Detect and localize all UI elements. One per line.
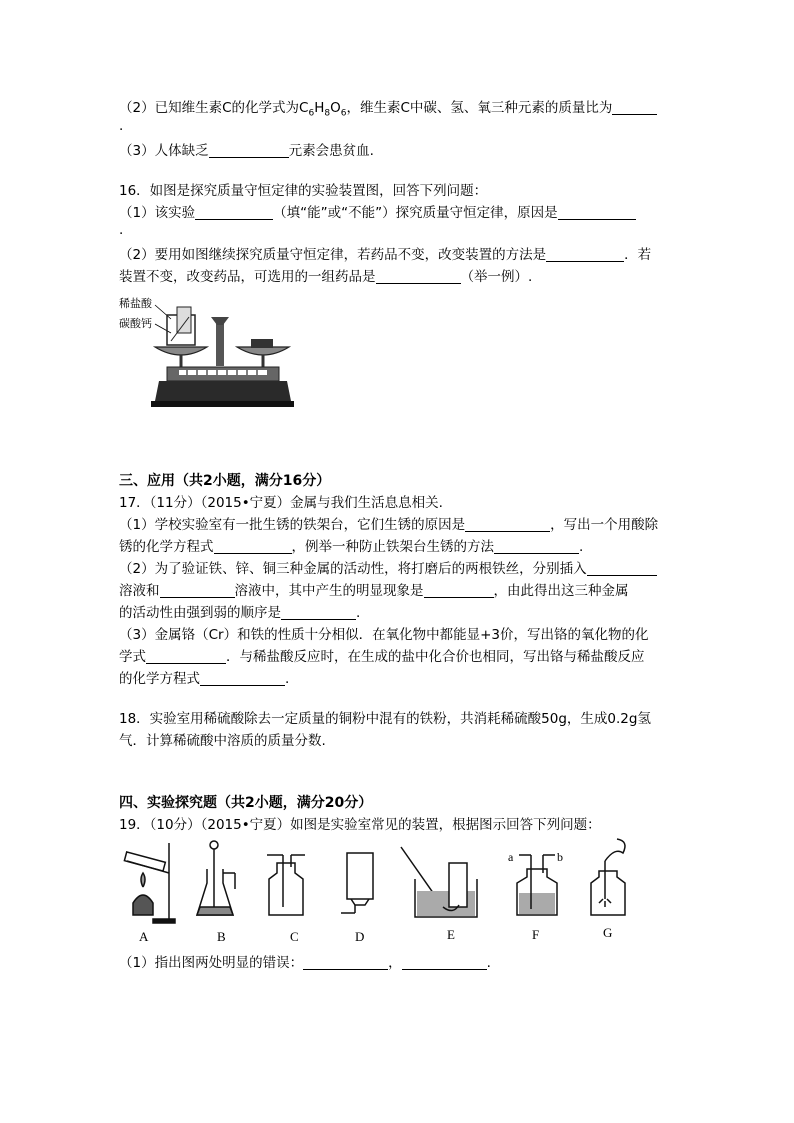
answer-blank[interactable] <box>558 204 636 220</box>
q17-part2-line <box>119 559 657 579</box>
q17-part1-line2 <box>119 537 583 557</box>
q18-line1: 18．实验室用稀硫酸除去一定质量的铜粉中混有的铁粉，共消耗稀硫酸50g，生成0.2g氢 <box>119 711 651 727</box>
q17-p2-text: ，由此得出这三种金属 <box>493 583 629 599</box>
apparatus-label: A <box>139 929 149 944</box>
apparatus-f-icon <box>517 855 557 915</box>
q19-p1-text: ， <box>388 955 402 971</box>
q16-p1-text: （1）该实验 <box>119 205 196 221</box>
q15-p3-text: （3）人体缺乏 <box>119 143 209 159</box>
q17-p1-text: （1）学校实验室有一批生锈的铁架台，它们生锈的原因是 <box>119 517 466 533</box>
apparatus-label: G <box>603 925 613 940</box>
q15-p3-text: 元素会患贫血. <box>288 143 374 159</box>
answer-blank[interactable] <box>146 648 226 664</box>
answer-blank[interactable] <box>376 268 461 284</box>
q19-part1-line <box>119 953 491 973</box>
answer-blank[interactable] <box>160 582 235 598</box>
q17-p3-text: ．与稀盐酸反应时，在生成的盐中化合价也相同，写出铬与稀盐酸反应 <box>226 649 645 665</box>
q17-stem: 17．（11分）（2015•宁夏）金属与我们生活息息相关. <box>119 495 443 511</box>
apparatus-d-icon <box>341 853 373 913</box>
apparatus-label: E <box>447 927 455 942</box>
q15-p2-text: （2）已知维生素C的化学式为C <box>119 100 309 116</box>
q16-p2-text: （2）要用如图继续探究质量守恒定律，若药品不变，改变装置的方法是 <box>119 247 547 263</box>
q17-p2-text: 溶液中，其中产生的明显现象是 <box>234 583 424 599</box>
subscript: 6 <box>340 108 347 119</box>
label-a: a <box>508 850 514 864</box>
q17-part2-line2 <box>119 581 629 601</box>
answer-blank[interactable] <box>303 954 388 970</box>
q17-p2-text: （2）为了验证铁、锌、铜三种金属的活动性，将打磨后的两根铁丝，分别插入 <box>119 561 587 577</box>
section-3-heading: 三、应用（共2小题，满分16分） <box>119 473 331 489</box>
q15-part3-line <box>119 141 374 161</box>
fig-label-calcium-carbonate: 碳酸钙 <box>119 318 152 330</box>
q17-p2-text: . <box>356 605 361 621</box>
fig-label-hydrochloric-acid: 稀盐酸 <box>119 298 152 310</box>
q17-p3-text: 学式 <box>119 649 146 665</box>
answer-blank[interactable] <box>209 142 289 158</box>
q19-p1-text: . <box>486 955 491 971</box>
q19-stem: 19．（10分）（2015•宁夏）如图是实验室常见的装置，根据图示回答下列问题： <box>119 817 601 833</box>
q16-part1-line <box>119 203 636 223</box>
apparatus-c-icon <box>267 855 305 915</box>
q17-part3-line3 <box>119 669 289 689</box>
q17-p1-text: 锈的化学方程式 <box>119 539 214 555</box>
answer-blank[interactable] <box>424 582 494 598</box>
apparatus-label: C <box>290 929 299 944</box>
apparatus-e-icon <box>401 847 477 917</box>
answer-blank[interactable] <box>195 204 273 220</box>
q16-p2-text: 装置不变，改变药品，可选用的一组药品是 <box>119 269 376 285</box>
q15-p2-text: ，维生素C中碳、氢、氧三种元素的质量比为 <box>346 100 613 116</box>
apparatus-a-icon <box>124 843 175 923</box>
label-b: b <box>557 850 563 864</box>
q16-p1-text: （填“能”或“不能”）探究质量守恒定律，原因是 <box>273 205 558 221</box>
apparatus-label: F <box>532 927 540 942</box>
q16-stem: 16．如图是探究质量守恒定律的实验装置图，回答下列问题： <box>119 183 488 199</box>
answer-blank[interactable] <box>281 604 356 620</box>
q16-p2-text: ．若 <box>624 247 652 263</box>
q17-p2-text: 溶液和 <box>119 583 160 599</box>
apparatus-label: D <box>355 929 365 944</box>
q15-p2-text: H <box>314 100 325 116</box>
q17-part1-line <box>119 515 658 535</box>
answer-blank[interactable] <box>612 99 657 115</box>
q15-part2-line <box>119 98 657 124</box>
q17-part2-line3 <box>119 603 360 623</box>
q17-p3-text: . <box>285 671 290 687</box>
q17-p1-text: . <box>579 539 584 555</box>
q19-p1-text: （1）指出图两处明显的错误： <box>119 955 304 971</box>
q18-line2: 气．计算稀硫酸中溶质的质量分数. <box>119 733 326 749</box>
q15-p2-text: O <box>330 100 341 116</box>
q16-part2-line2 <box>119 267 532 287</box>
q17-part3-line2 <box>119 647 645 667</box>
answer-blank[interactable] <box>214 538 292 554</box>
q17-p2-text: 的活动性由强到弱的顺序是 <box>119 605 281 621</box>
subscript: 8 <box>324 108 331 119</box>
apparatus-g-icon <box>591 839 625 915</box>
lab-apparatus-figure <box>119 833 644 948</box>
q16-p2-text: （举一例）. <box>460 269 533 285</box>
answer-blank[interactable] <box>402 954 487 970</box>
apparatus-b-icon <box>197 841 235 915</box>
answer-blank[interactable] <box>200 670 285 686</box>
q16-part1-end: . <box>119 222 124 238</box>
apparatus-label: B <box>217 929 226 944</box>
subscript: 6 <box>308 108 315 119</box>
q15-part2-end: . <box>119 118 124 134</box>
section-4-heading: 四、实验探究题（共2小题，满分20分） <box>119 795 373 811</box>
answer-blank[interactable] <box>587 560 657 576</box>
answer-blank[interactable] <box>465 516 550 532</box>
q17-part3-line: （3）金属铬（Cr）和铁的性质十分相似．在氧化物中都能显+3价，写出铬的氧化物的化 <box>119 627 649 643</box>
answer-blank[interactable] <box>546 246 624 262</box>
q17-p1-text: ，例举一种防止铁架台生锈的方法 <box>291 539 494 555</box>
q16-part2-line <box>119 245 651 265</box>
q17-p3-text: 的化学方程式 <box>119 671 200 687</box>
answer-blank[interactable] <box>494 538 579 554</box>
q17-p1-text: ，写出一个用酸除 <box>550 517 659 533</box>
balance-scale-figure <box>119 293 294 415</box>
